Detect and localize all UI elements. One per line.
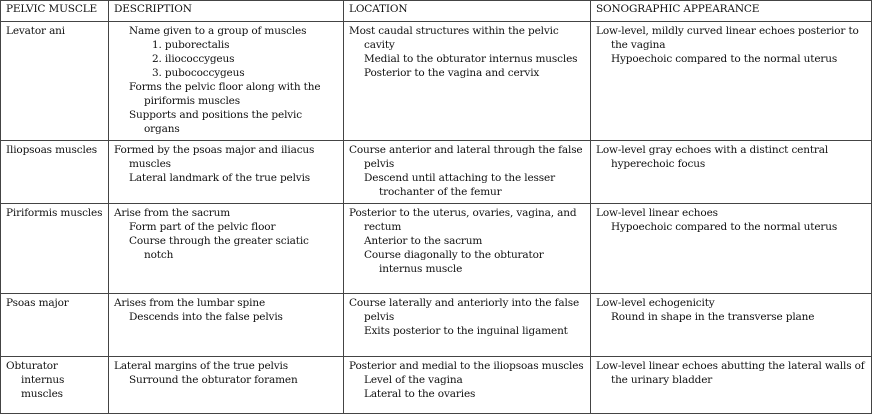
appearance-line: Hypoechoic compared to the normal uterus xyxy=(611,221,838,233)
description-line: Supports and positions the pelvic organs xyxy=(129,109,302,135)
muscle-name xyxy=(1,204,109,294)
appearance-cell xyxy=(591,141,872,204)
location-line: Anterior to the sacrum xyxy=(364,235,483,247)
table-row xyxy=(1,204,872,294)
muscle-name-text: Obturator internus muscles xyxy=(6,360,65,400)
location-line: Lateral to the ovaries xyxy=(364,388,476,400)
description-list-item: 2. iliococcygeus xyxy=(152,53,235,65)
table-row xyxy=(1,22,872,141)
appearance-first-line: Low-level, mildly curved linear echoes posterior to the vagina xyxy=(596,25,859,51)
header-pelvic-muscle: PELVIC MUSCLE xyxy=(1,1,109,22)
location-first-line: Posterior to the uterus, ovaries, vagina, and rectum xyxy=(349,207,577,233)
location-first-line: Course laterally and anteriorly into the false pelvis xyxy=(349,297,580,323)
location-first-line: Posterior and medial to the iliopsoas muscles xyxy=(349,360,584,372)
location-cell xyxy=(344,357,591,414)
description-line: Name given to a group of muscles xyxy=(129,25,307,37)
description-line: Form part of the pelvic floor xyxy=(129,221,276,233)
muscle-name-text: Psoas major xyxy=(6,297,69,309)
description-cell xyxy=(109,204,344,294)
description-line: Course through the greater sciatic notch xyxy=(129,235,309,261)
location-cell xyxy=(344,294,591,357)
location-line: Descend until attaching to the lesser trochanter of the femur xyxy=(364,172,555,198)
location-first-line: Most caudal structures within the pelvic cavity xyxy=(349,25,559,51)
appearance-cell xyxy=(591,22,872,141)
table-row xyxy=(1,141,872,204)
muscle-name xyxy=(1,22,109,141)
appearance-first-line: Low-level linear echoes abutting the lateral walls of the urinary bladder xyxy=(596,360,865,386)
description-line: Descends into the false pelvis xyxy=(129,311,283,323)
muscle-name-text: Iliopsoas muscles xyxy=(6,144,98,156)
header-location: LOCATION xyxy=(344,1,591,22)
muscle-name xyxy=(1,141,109,204)
muscle-name xyxy=(1,294,109,357)
description-line: Surround the obturator foramen xyxy=(129,374,298,386)
appearance-first-line: Low-level gray echoes with a distinct central hyperechoic focus xyxy=(596,144,829,170)
location-first-line: Course anterior and lateral through the false pelvis xyxy=(349,144,583,170)
appearance-first-line: Low-level echogenicity xyxy=(596,297,715,309)
location-cell xyxy=(344,204,591,294)
location-line: Level of the vagina xyxy=(364,374,463,386)
location-line: Course diagonally to the obturator internus muscle xyxy=(364,249,544,275)
muscle-name-text: Levator ani xyxy=(6,25,66,37)
location-line: Exits posterior to the inguinal ligament xyxy=(364,325,568,337)
description-first-line: Lateral margins of the true pelvis xyxy=(114,360,288,372)
header-sonographic-appearance: SONOGRAPHIC APPEARANCE xyxy=(591,1,872,22)
location-line: Medial to the obturator internus muscles xyxy=(364,53,578,65)
header-description: DESCRIPTION xyxy=(109,1,344,22)
table-row xyxy=(1,294,872,357)
description-cell xyxy=(109,294,344,357)
table-row xyxy=(1,357,872,414)
description-cell xyxy=(109,357,344,414)
description-first-line: Arise from the sacrum xyxy=(114,207,231,219)
appearance-line: Round in shape in the transverse plane xyxy=(611,311,815,323)
header-row xyxy=(1,1,872,22)
description-list-item: 1. puborectalis xyxy=(152,39,230,51)
description-cell xyxy=(109,22,344,141)
description-line: Forms the pelvic floor along with the piriformis muscles xyxy=(129,81,321,107)
location-line: Posterior to the vagina and cervix xyxy=(364,67,540,79)
location-cell xyxy=(344,141,591,204)
appearance-first-line: Low-level linear echoes xyxy=(596,207,718,219)
description-line: Lateral landmark of the true pelvis xyxy=(129,172,311,184)
muscle-name-text: Piriformis muscles xyxy=(6,207,103,219)
location-cell xyxy=(344,22,591,141)
description-cell xyxy=(109,141,344,204)
appearance-line: Hypoechoic compared to the normal uterus xyxy=(611,53,838,65)
description-first-line: Arises from the lumbar spine xyxy=(114,297,266,309)
description-list-item: 3. pubococcygeus xyxy=(152,67,245,79)
appearance-cell xyxy=(591,357,872,414)
muscle-name xyxy=(1,357,109,414)
description-first-line: Formed by the psoas major and iliacus muscles xyxy=(114,144,315,170)
appearance-cell xyxy=(591,294,872,357)
appearance-cell xyxy=(591,204,872,294)
